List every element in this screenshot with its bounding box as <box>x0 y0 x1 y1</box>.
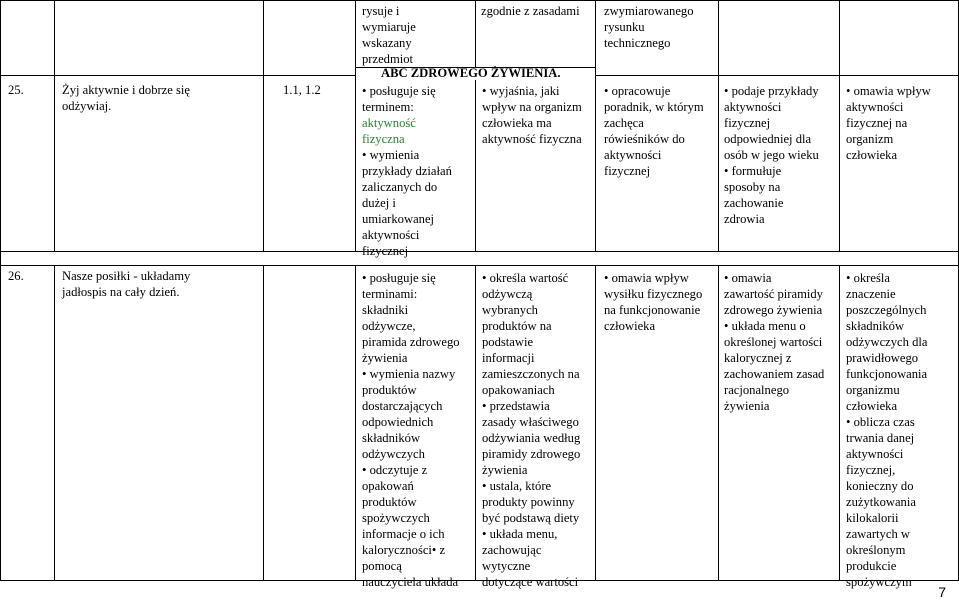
text-line: fizycznej <box>362 244 409 258</box>
text-line: racjonalnego <box>724 383 790 397</box>
text-line: człowieka <box>846 148 898 162</box>
text-line: wybranych <box>482 303 538 317</box>
text-line: trwania danej <box>846 431 915 445</box>
text-line: składników <box>362 431 421 445</box>
text-line: odżywczą <box>482 287 533 301</box>
rule <box>263 265 264 581</box>
text-line: zgodnie z zasadami <box>481 4 580 18</box>
bullet-line: • określa wartość <box>482 270 580 286</box>
bullet-line: • podaje przykłady <box>724 83 819 99</box>
text-line: odżywczych dla <box>846 335 928 349</box>
text-line: odpowiednich <box>362 415 434 429</box>
text-line: rysuje i <box>362 4 400 18</box>
rule <box>595 0 596 251</box>
text-line: wytyczne <box>482 559 531 573</box>
bullet-line: • określa <box>846 270 927 286</box>
bullet-line: • omawia <box>724 270 824 286</box>
bullet-line: • opracowuje <box>604 83 704 99</box>
text-line: produkcie <box>846 559 897 573</box>
rule <box>595 265 596 581</box>
rule <box>475 80 476 251</box>
text-line: spożywczym <box>846 575 912 589</box>
text-line: funkcjonowania <box>846 367 928 381</box>
row26-col7 <box>846 270 927 590</box>
bullet-line: • formułuje <box>724 163 819 179</box>
text-line: kaloryczności• z <box>362 543 446 557</box>
text-line: opakowaniach <box>482 383 555 397</box>
text-line: zaliczanych do <box>362 180 438 194</box>
text-line: człowieka ma <box>482 116 552 130</box>
text-line: piramida zdrowego <box>362 335 460 349</box>
bullet-line: • posługuje się <box>362 83 452 99</box>
text-line: aktywności <box>846 447 904 461</box>
text-line: na funkcjonowanie <box>604 303 701 317</box>
text-line: określonej wartości <box>724 335 823 349</box>
rule <box>475 0 476 67</box>
text-line: produkty powinny <box>482 495 575 509</box>
bullet-line: • omawia wpływ <box>604 270 702 286</box>
row26-col6 <box>724 270 824 414</box>
text-line: przykłady działań <box>362 164 452 178</box>
section-title: ABC ZDROWEGO ŻYWIENIA. <box>381 66 561 80</box>
text-line: żywienia <box>724 399 770 413</box>
row26-topic <box>62 268 190 300</box>
text-line: być podstawą diety <box>482 511 580 525</box>
text-line: zachęca <box>604 116 644 130</box>
rule <box>0 0 1 581</box>
bullet-line: • omawia wpływ <box>846 83 931 99</box>
rule <box>839 265 840 581</box>
text-line: fizycznej, <box>846 463 896 477</box>
text-line: osób w jego wieku <box>724 148 819 162</box>
rule <box>355 265 356 581</box>
text-line: zachowując <box>482 543 542 557</box>
text-line: umiarkowanej <box>362 212 435 226</box>
text-line: fizyczna <box>362 132 405 146</box>
bullet-line: • układa menu, <box>482 526 580 542</box>
text-line: dużej i <box>362 196 396 210</box>
text-line: poszczególnych <box>846 303 927 317</box>
text-line: aktywności <box>604 148 662 162</box>
text-line: zdrowia <box>724 212 765 226</box>
text-line: odpowiedniej dla <box>724 132 812 146</box>
text-line: produktów na <box>482 319 552 333</box>
text-line: fizycznej <box>604 164 651 178</box>
text-line: odżywcze, <box>362 319 416 333</box>
text-line: składniki <box>362 303 409 317</box>
prev-row-col4 <box>481 3 580 19</box>
text-line: odżywiaj. <box>62 99 112 113</box>
prev-row-col3 <box>362 3 416 67</box>
row26-col4 <box>482 270 580 590</box>
text-line: kilokalorii <box>846 511 899 525</box>
text-line: jadłospis na cały dzień. <box>62 285 180 299</box>
text-line: technicznego <box>604 36 671 50</box>
row25-reference: 1.1, 1.2 <box>283 83 321 97</box>
text-line: odżywczych <box>362 447 425 461</box>
row25-col7 <box>846 83 931 163</box>
text-line: człowieka <box>604 319 656 333</box>
rule <box>718 0 719 251</box>
row25-number: 25. <box>8 83 24 97</box>
rule <box>839 0 840 251</box>
text-line: znaczenie <box>846 287 896 301</box>
row26-number: 26. <box>8 269 24 283</box>
text-line: fizycznej <box>724 116 771 130</box>
text-line: odżywiania według <box>482 431 581 445</box>
text-line: aktywność <box>362 116 416 130</box>
bullet-line: • przedstawia <box>482 398 580 414</box>
rule <box>263 0 264 251</box>
row25-col6 <box>724 83 819 227</box>
row25-topic <box>62 82 190 114</box>
text-line: składników <box>846 319 905 333</box>
rule <box>0 251 959 252</box>
text-line: zachowaniem zasad <box>724 367 825 381</box>
bullet-line: • wyjaśnia, jaki <box>482 83 582 99</box>
row26-col5 <box>604 270 702 334</box>
text-line: aktywności <box>362 228 420 242</box>
bullet-line: • ustala, które <box>482 478 580 494</box>
text-line: aktywności <box>724 100 782 114</box>
text-line: spożywczych <box>362 511 430 525</box>
text-line: poradnik, w którym <box>604 100 704 114</box>
text-line: żywienia <box>362 351 408 365</box>
text-line: rysunku <box>604 20 645 34</box>
bullet-line: • wymienia <box>362 147 452 163</box>
row25-col5 <box>604 83 704 179</box>
text-line: piramidy zdrowego <box>482 447 581 461</box>
text-line: rówieśników do <box>604 132 685 146</box>
text-line: żywienia <box>482 463 528 477</box>
text-line: terminem: <box>362 100 414 114</box>
bullet-line: • układa menu o <box>724 318 824 334</box>
text-line: pomocą <box>362 559 402 573</box>
rule <box>475 265 476 581</box>
text-line: Żyj aktywnie i dobrze się <box>62 83 190 97</box>
text-line: zachowanie <box>724 196 784 210</box>
text-line: zużytkowania <box>846 495 916 509</box>
prev-row-col5 <box>604 3 694 51</box>
text-line: organizmu <box>846 383 900 397</box>
text-line: prawidłowego <box>846 351 919 365</box>
text-line: dotyczące wartości <box>482 575 579 589</box>
page-number: 7 <box>938 584 946 600</box>
text-line: sposoby na <box>724 180 781 194</box>
text-line: informacje o ich <box>362 527 445 541</box>
row25-col4 <box>482 83 582 147</box>
rule <box>0 265 959 266</box>
row26-col3 <box>362 270 460 590</box>
text-line: podstawie <box>482 335 534 349</box>
text-line: wpływ na organizm <box>482 100 582 114</box>
text-line: organizm <box>846 132 894 146</box>
bullet-line: • posługuje się <box>362 270 460 286</box>
text-line: aktywności <box>846 100 904 114</box>
text-line: fizycznej na <box>846 116 908 130</box>
rule <box>355 0 356 251</box>
text-line: aktywność fizyczna <box>482 132 582 146</box>
text-line: nauczyciela układa <box>362 575 459 589</box>
rule <box>595 75 959 76</box>
text-line: przedmiot <box>362 52 414 66</box>
text-line: zasady właściwego <box>482 415 579 429</box>
rule <box>54 0 55 251</box>
text-line: opakowań <box>362 479 414 493</box>
text-line: dostarczających <box>362 399 443 413</box>
text-line: zdrowego żywienia <box>724 303 823 317</box>
bullet-line: • wymienia nazwy <box>362 366 460 382</box>
text-line: produktów <box>362 495 417 509</box>
text-line: zamieszczonych na <box>482 367 580 381</box>
text-line: wskazany <box>362 36 412 50</box>
text-line: zwymiarowanego <box>604 4 694 18</box>
text-line: określonym <box>846 543 906 557</box>
text-line: wysiłku fizycznego <box>604 287 703 301</box>
text-line: produktów <box>362 383 417 397</box>
text-line: kalorycznej z <box>724 351 792 365</box>
text-line: konieczny do <box>846 479 914 493</box>
rule <box>54 265 55 581</box>
bullet-line: • oblicza czas <box>846 414 927 430</box>
rule <box>0 0 959 1</box>
text-line: zawartość piramidy <box>724 287 823 301</box>
text-line: informacji <box>482 351 535 365</box>
rule <box>718 265 719 581</box>
row25-col3 <box>362 83 452 259</box>
text-line: Nasze posiłki - układamy <box>62 269 191 283</box>
rule <box>0 580 959 581</box>
text-line: człowieka <box>846 399 898 413</box>
bullet-line: • odczytuje z <box>362 462 460 478</box>
text-line: terminami: <box>362 287 418 301</box>
text-line: zawartych w <box>846 527 910 541</box>
text-line: wymiaruje <box>362 20 416 34</box>
